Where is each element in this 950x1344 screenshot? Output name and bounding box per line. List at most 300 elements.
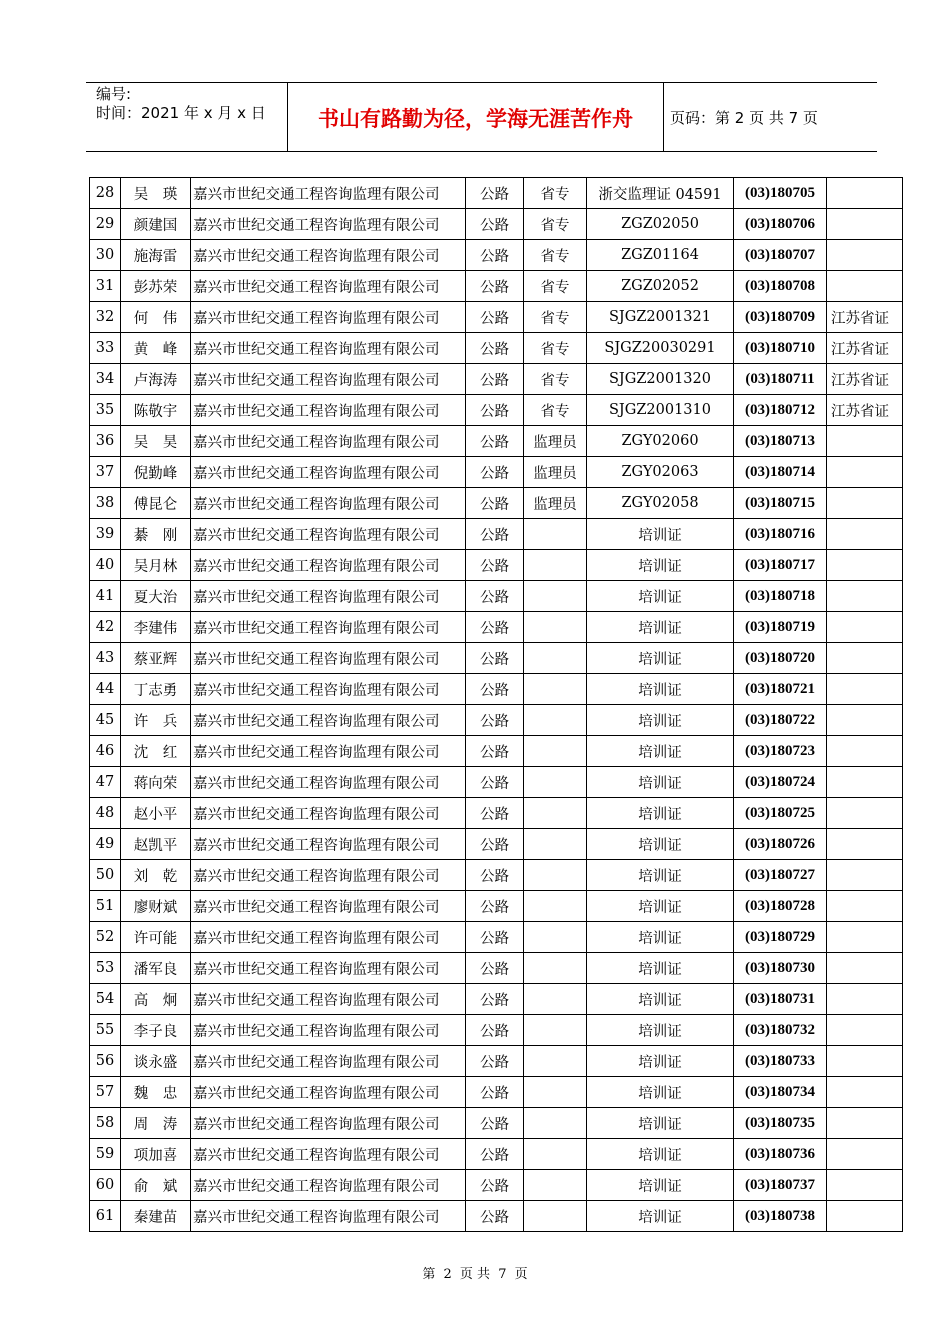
qualification-level-cell: 省专 <box>524 302 587 333</box>
qualification-level-cell <box>524 922 587 953</box>
company-name-cell: 嘉兴市世纪交通工程咨询监理有限公司 <box>191 922 466 953</box>
table-row <box>90 426 903 457</box>
registration-number-cell: (03)180710 <box>734 333 827 364</box>
certificate-number-cell: SJGZ2001320 <box>587 364 734 395</box>
note-cell <box>827 178 903 209</box>
row-number-cell: 42 <box>90 612 121 643</box>
field-type-cell: 公路 <box>466 891 524 922</box>
note-cell: 江苏省证 <box>827 302 903 333</box>
field-type-cell: 公路 <box>466 1201 524 1232</box>
note-cell <box>827 1077 903 1108</box>
qualification-level-cell <box>524 519 587 550</box>
table-row <box>90 953 903 984</box>
header-divider <box>663 83 664 151</box>
certificate-number-cell: 培训证 <box>587 829 734 860</box>
person-name-cell: 赵凯平 <box>121 829 191 860</box>
field-type-cell: 公路 <box>466 581 524 612</box>
qualification-level-cell <box>524 829 587 860</box>
field-type-cell: 公路 <box>466 488 524 519</box>
note-cell <box>827 984 903 1015</box>
company-name-cell: 嘉兴市世纪交通工程咨询监理有限公司 <box>191 209 466 240</box>
field-type-cell: 公路 <box>466 860 524 891</box>
table-row <box>90 395 903 426</box>
field-type-cell: 公路 <box>466 395 524 426</box>
person-name-cell: 沈 红 <box>121 736 191 767</box>
registration-number-cell: (03)180708 <box>734 271 827 302</box>
qualification-level-cell <box>524 550 587 581</box>
row-number-cell: 35 <box>90 395 121 426</box>
table-row <box>90 1015 903 1046</box>
personnel-table-body <box>90 178 903 1232</box>
row-number-cell: 40 <box>90 550 121 581</box>
note-cell <box>827 798 903 829</box>
registration-number-cell: (03)180706 <box>734 209 827 240</box>
field-type-cell: 公路 <box>466 705 524 736</box>
registration-number-cell: (03)180732 <box>734 1015 827 1046</box>
field-type-cell: 公路 <box>466 240 524 271</box>
field-type-cell: 公路 <box>466 550 524 581</box>
row-number-cell: 41 <box>90 581 121 612</box>
company-name-cell: 嘉兴市世纪交通工程咨询监理有限公司 <box>191 550 466 581</box>
row-number-cell: 49 <box>90 829 121 860</box>
certificate-number-cell: 培训证 <box>587 705 734 736</box>
company-name-cell: 嘉兴市世纪交通工程咨询监理有限公司 <box>191 643 466 674</box>
qualification-level-cell <box>524 1108 587 1139</box>
certificate-number-cell: 培训证 <box>587 674 734 705</box>
header-motto: 书山有路勤为径，学海无涯苦作舟 <box>318 107 633 131</box>
company-name-cell: 嘉兴市世纪交通工程咨询监理有限公司 <box>191 1108 466 1139</box>
field-type-cell: 公路 <box>466 922 524 953</box>
company-name-cell: 嘉兴市世纪交通工程咨询监理有限公司 <box>191 364 466 395</box>
registration-number-cell: (03)180727 <box>734 860 827 891</box>
person-name-cell: 潘军良 <box>121 953 191 984</box>
note-cell <box>827 271 903 302</box>
table-row <box>90 209 903 240</box>
table-row <box>90 829 903 860</box>
registration-number-cell: (03)180720 <box>734 643 827 674</box>
table-row <box>90 643 903 674</box>
company-name-cell: 嘉兴市世纪交通工程咨询监理有限公司 <box>191 953 466 984</box>
row-number-cell: 54 <box>90 984 121 1015</box>
row-number-cell: 48 <box>90 798 121 829</box>
note-cell <box>827 674 903 705</box>
field-type-cell: 公路 <box>466 178 524 209</box>
row-number-cell: 29 <box>90 209 121 240</box>
registration-number-cell: (03)180729 <box>734 922 827 953</box>
certificate-number-cell: 培训证 <box>587 767 734 798</box>
person-name-cell: 吴 瑛 <box>121 178 191 209</box>
company-name-cell: 嘉兴市世纪交通工程咨询监理有限公司 <box>191 767 466 798</box>
registration-number-cell: (03)180717 <box>734 550 827 581</box>
person-name-cell: 倪勤峰 <box>121 457 191 488</box>
table-row <box>90 1077 903 1108</box>
company-name-cell: 嘉兴市世纪交通工程咨询监理有限公司 <box>191 705 466 736</box>
company-name-cell: 嘉兴市世纪交通工程咨询监理有限公司 <box>191 457 466 488</box>
field-type-cell: 公路 <box>466 612 524 643</box>
company-name-cell: 嘉兴市世纪交通工程咨询监理有限公司 <box>191 1077 466 1108</box>
note-cell <box>827 519 903 550</box>
table-row <box>90 891 903 922</box>
certificate-number-cell: 培训证 <box>587 1077 734 1108</box>
field-type-cell: 公路 <box>466 767 524 798</box>
note-cell <box>827 1015 903 1046</box>
qualification-level-cell <box>524 674 587 705</box>
table-row <box>90 581 903 612</box>
note-cell: 江苏省证 <box>827 364 903 395</box>
note-cell <box>827 953 903 984</box>
person-name-cell: 蔡亚辉 <box>121 643 191 674</box>
table-row <box>90 240 903 271</box>
qualification-level-cell: 监理员 <box>524 488 587 519</box>
row-number-cell: 56 <box>90 1046 121 1077</box>
company-name-cell: 嘉兴市世纪交通工程咨询监理有限公司 <box>191 829 466 860</box>
note-cell <box>827 1046 903 1077</box>
row-number-cell: 61 <box>90 1201 121 1232</box>
table-row <box>90 550 903 581</box>
person-name-cell: 项加喜 <box>121 1139 191 1170</box>
note-cell <box>827 643 903 674</box>
person-name-cell: 夏大治 <box>121 581 191 612</box>
table-row <box>90 798 903 829</box>
field-type-cell: 公路 <box>466 1139 524 1170</box>
row-number-cell: 38 <box>90 488 121 519</box>
note-cell: 江苏省证 <box>827 333 903 364</box>
certificate-number-cell: 培训证 <box>587 891 734 922</box>
note-cell <box>827 1170 903 1201</box>
row-number-cell: 30 <box>90 240 121 271</box>
row-number-cell: 36 <box>90 426 121 457</box>
company-name-cell: 嘉兴市世纪交通工程咨询监理有限公司 <box>191 302 466 333</box>
table-row <box>90 271 903 302</box>
note-cell <box>827 550 903 581</box>
table-row <box>90 1046 903 1077</box>
person-name-cell: 吴月林 <box>121 550 191 581</box>
qualification-level-cell: 省专 <box>524 333 587 364</box>
field-type-cell: 公路 <box>466 209 524 240</box>
serial-label: 编号: <box>96 85 132 103</box>
qualification-level-cell: 省专 <box>524 395 587 426</box>
company-name-cell: 嘉兴市世纪交通工程咨询监理有限公司 <box>191 178 466 209</box>
row-number-cell: 37 <box>90 457 121 488</box>
field-type-cell: 公路 <box>466 333 524 364</box>
person-name-cell: 蒋向荣 <box>121 767 191 798</box>
field-type-cell: 公路 <box>466 953 524 984</box>
company-name-cell: 嘉兴市世纪交通工程咨询监理有限公司 <box>191 674 466 705</box>
qualification-level-cell: 省专 <box>524 364 587 395</box>
field-type-cell: 公路 <box>466 1108 524 1139</box>
company-name-cell: 嘉兴市世纪交通工程咨询监理有限公司 <box>191 798 466 829</box>
note-cell <box>827 488 903 519</box>
header-meta <box>96 85 266 123</box>
qualification-level-cell: 省专 <box>524 209 587 240</box>
registration-number-cell: (03)180707 <box>734 240 827 271</box>
certificate-number-cell: 培训证 <box>587 581 734 612</box>
person-name-cell: 秦建苗 <box>121 1201 191 1232</box>
certificate-number-cell: ZGZ02052 <box>587 271 734 302</box>
qualification-level-cell <box>524 860 587 891</box>
footer-total-pages: 7 <box>498 1267 507 1282</box>
field-type-cell: 公路 <box>466 1015 524 1046</box>
company-name-cell: 嘉兴市世纪交通工程咨询监理有限公司 <box>191 488 466 519</box>
table-row <box>90 457 903 488</box>
person-name-cell: 魏 忠 <box>121 1077 191 1108</box>
qualification-level-cell <box>524 705 587 736</box>
person-name-cell: 高 炯 <box>121 984 191 1015</box>
certificate-number-cell: 培训证 <box>587 1108 734 1139</box>
qualification-level-cell <box>524 1170 587 1201</box>
row-number-cell: 46 <box>90 736 121 767</box>
certificate-number-cell: ZGY02058 <box>587 488 734 519</box>
header-page-label: 页码：第 2 页 共 7 页 <box>670 109 818 127</box>
person-name-cell: 傅昆仑 <box>121 488 191 519</box>
company-name-cell: 嘉兴市世纪交通工程咨询监理有限公司 <box>191 426 466 457</box>
certificate-number-cell: ZGZ02050 <box>587 209 734 240</box>
field-type-cell: 公路 <box>466 457 524 488</box>
note-cell <box>827 209 903 240</box>
field-type-cell: 公路 <box>466 674 524 705</box>
table-row <box>90 705 903 736</box>
certificate-number-cell: 浙交监理证 04591 <box>587 178 734 209</box>
certificate-number-cell: 培训证 <box>587 519 734 550</box>
row-number-cell: 51 <box>90 891 121 922</box>
note-cell <box>827 860 903 891</box>
person-name-cell: 李子良 <box>121 1015 191 1046</box>
registration-number-cell: (03)180734 <box>734 1077 827 1108</box>
registration-number-cell: (03)180714 <box>734 457 827 488</box>
company-name-cell: 嘉兴市世纪交通工程咨询监理有限公司 <box>191 612 466 643</box>
company-name-cell: 嘉兴市世纪交通工程咨询监理有限公司 <box>191 581 466 612</box>
registration-number-cell: (03)180721 <box>734 674 827 705</box>
page-footer <box>0 1263 950 1282</box>
person-name-cell: 丁志勇 <box>121 674 191 705</box>
field-type-cell: 公路 <box>466 1170 524 1201</box>
registration-number-cell: (03)180728 <box>734 891 827 922</box>
company-name-cell: 嘉兴市世纪交通工程咨询监理有限公司 <box>191 1139 466 1170</box>
qualification-level-cell <box>524 1046 587 1077</box>
registration-number-cell: (03)180731 <box>734 984 827 1015</box>
footer-current-page: 2 <box>443 1267 452 1282</box>
company-name-cell: 嘉兴市世纪交通工程咨询监理有限公司 <box>191 519 466 550</box>
note-cell <box>827 457 903 488</box>
qualification-level-cell <box>524 984 587 1015</box>
table-row <box>90 333 903 364</box>
note-cell <box>827 426 903 457</box>
registration-number-cell: (03)180718 <box>734 581 827 612</box>
field-type-cell: 公路 <box>466 829 524 860</box>
registration-number-cell: (03)180724 <box>734 767 827 798</box>
row-number-cell: 53 <box>90 953 121 984</box>
field-type-cell: 公路 <box>466 302 524 333</box>
qualification-level-cell <box>524 643 587 674</box>
person-name-cell: 赵小平 <box>121 798 191 829</box>
table-row <box>90 860 903 891</box>
person-name-cell: 施海雷 <box>121 240 191 271</box>
company-name-cell: 嘉兴市世纪交通工程咨询监理有限公司 <box>191 891 466 922</box>
registration-number-cell: (03)180737 <box>734 1170 827 1201</box>
row-number-cell: 55 <box>90 1015 121 1046</box>
row-number-cell: 47 <box>90 767 121 798</box>
registration-number-cell: (03)180719 <box>734 612 827 643</box>
certificate-number-cell: ZGY02060 <box>587 426 734 457</box>
field-type-cell: 公路 <box>466 271 524 302</box>
person-name-cell: 俞 斌 <box>121 1170 191 1201</box>
field-type-cell: 公路 <box>466 519 524 550</box>
registration-number-cell: (03)180709 <box>734 302 827 333</box>
certificate-number-cell: 培训证 <box>587 953 734 984</box>
company-name-cell: 嘉兴市世纪交通工程咨询监理有限公司 <box>191 1201 466 1232</box>
row-number-cell: 31 <box>90 271 121 302</box>
registration-number-cell: (03)180711 <box>734 364 827 395</box>
table-row <box>90 1201 903 1232</box>
person-name-cell: 卢海涛 <box>121 364 191 395</box>
qualification-level-cell <box>524 736 587 767</box>
qualification-level-cell: 省专 <box>524 271 587 302</box>
person-name-cell: 谈永盛 <box>121 1046 191 1077</box>
certificate-number-cell: 培训证 <box>587 922 734 953</box>
note-cell <box>827 1139 903 1170</box>
footer-page-prefix: 第 <box>422 1267 436 1282</box>
table-row <box>90 1139 903 1170</box>
registration-number-cell: (03)180715 <box>734 488 827 519</box>
company-name-cell: 嘉兴市世纪交通工程咨询监理有限公司 <box>191 333 466 364</box>
field-type-cell: 公路 <box>466 798 524 829</box>
company-name-cell: 嘉兴市世纪交通工程咨询监理有限公司 <box>191 271 466 302</box>
company-name-cell: 嘉兴市世纪交通工程咨询监理有限公司 <box>191 736 466 767</box>
table-row <box>90 364 903 395</box>
certificate-number-cell: SJGZ20030291 <box>587 333 734 364</box>
note-cell <box>827 767 903 798</box>
row-number-cell: 60 <box>90 1170 121 1201</box>
time-label: 时间：2021 年 x 月 x 日 <box>96 104 266 122</box>
qualification-level-cell: 省专 <box>524 240 587 271</box>
table-row <box>90 612 903 643</box>
company-name-cell: 嘉兴市世纪交通工程咨询监理有限公司 <box>191 1170 466 1201</box>
table-row <box>90 1170 903 1201</box>
company-name-cell: 嘉兴市世纪交通工程咨询监理有限公司 <box>191 1015 466 1046</box>
person-name-cell: 许可能 <box>121 922 191 953</box>
registration-number-cell: (03)180722 <box>734 705 827 736</box>
table-row <box>90 767 903 798</box>
qualification-level-cell <box>524 581 587 612</box>
note-cell <box>827 1108 903 1139</box>
qualification-level-cell: 监理员 <box>524 426 587 457</box>
registration-number-cell: (03)180736 <box>734 1139 827 1170</box>
company-name-cell: 嘉兴市世纪交通工程咨询监理有限公司 <box>191 395 466 426</box>
certificate-number-cell: ZGZ01164 <box>587 240 734 271</box>
row-number-cell: 33 <box>90 333 121 364</box>
note-cell: 江苏省证 <box>827 395 903 426</box>
certificate-number-cell: 培训证 <box>587 860 734 891</box>
qualification-level-cell <box>524 1201 587 1232</box>
table-row <box>90 488 903 519</box>
registration-number-cell: (03)180725 <box>734 798 827 829</box>
qualification-level-cell <box>524 612 587 643</box>
certificate-number-cell: 培训证 <box>587 1170 734 1201</box>
person-name-cell: 吴 昊 <box>121 426 191 457</box>
table-row <box>90 674 903 705</box>
footer-page-mid: 页 共 <box>459 1267 491 1282</box>
qualification-level-cell <box>524 891 587 922</box>
certificate-number-cell: ZGY02063 <box>587 457 734 488</box>
table-row <box>90 302 903 333</box>
page-header <box>86 82 877 152</box>
note-cell <box>827 612 903 643</box>
certificate-number-cell: 培训证 <box>587 643 734 674</box>
qualification-level-cell: 监理员 <box>524 457 587 488</box>
row-number-cell: 45 <box>90 705 121 736</box>
table-row <box>90 922 903 953</box>
certificate-number-cell: SJGZ2001310 <box>587 395 734 426</box>
qualification-level-cell <box>524 1077 587 1108</box>
field-type-cell: 公路 <box>466 643 524 674</box>
person-name-cell: 颜建国 <box>121 209 191 240</box>
table-row <box>90 519 903 550</box>
row-number-cell: 59 <box>90 1139 121 1170</box>
registration-number-cell: (03)180726 <box>734 829 827 860</box>
qualification-level-cell <box>524 798 587 829</box>
person-name-cell: 李建伟 <box>121 612 191 643</box>
person-name-cell: 綦 刚 <box>121 519 191 550</box>
company-name-cell: 嘉兴市世纪交通工程咨询监理有限公司 <box>191 984 466 1015</box>
qualification-level-cell <box>524 1015 587 1046</box>
certificate-number-cell: 培训证 <box>587 1201 734 1232</box>
registration-number-cell: (03)180705 <box>734 178 827 209</box>
certificate-number-cell: 培训证 <box>587 1015 734 1046</box>
qualification-level-cell: 省专 <box>524 178 587 209</box>
note-cell <box>827 581 903 612</box>
person-name-cell: 陈敬宇 <box>121 395 191 426</box>
note-cell <box>827 1201 903 1232</box>
person-name-cell: 何 伟 <box>121 302 191 333</box>
row-number-cell: 58 <box>90 1108 121 1139</box>
row-number-cell: 44 <box>90 674 121 705</box>
table-row <box>90 178 903 209</box>
certificate-number-cell: 培训证 <box>587 612 734 643</box>
row-number-cell: 43 <box>90 643 121 674</box>
row-number-cell: 39 <box>90 519 121 550</box>
field-type-cell: 公路 <box>466 1046 524 1077</box>
registration-number-cell: (03)180723 <box>734 736 827 767</box>
row-number-cell: 32 <box>90 302 121 333</box>
company-name-cell: 嘉兴市世纪交通工程咨询监理有限公司 <box>191 860 466 891</box>
note-cell <box>827 891 903 922</box>
field-type-cell: 公路 <box>466 984 524 1015</box>
field-type-cell: 公路 <box>466 364 524 395</box>
table-row <box>90 736 903 767</box>
person-name-cell: 周 涛 <box>121 1108 191 1139</box>
certificate-number-cell: 培训证 <box>587 1139 734 1170</box>
note-cell <box>827 829 903 860</box>
registration-number-cell: (03)180738 <box>734 1201 827 1232</box>
registration-number-cell: (03)180712 <box>734 395 827 426</box>
qualification-level-cell <box>524 1139 587 1170</box>
table-row <box>90 1108 903 1139</box>
person-name-cell: 廖财斌 <box>121 891 191 922</box>
qualification-level-cell <box>524 953 587 984</box>
note-cell <box>827 922 903 953</box>
company-name-cell: 嘉兴市世纪交通工程咨询监理有限公司 <box>191 1046 466 1077</box>
registration-number-cell: (03)180735 <box>734 1108 827 1139</box>
registration-number-cell: (03)180733 <box>734 1046 827 1077</box>
note-cell <box>827 705 903 736</box>
row-number-cell: 52 <box>90 922 121 953</box>
person-name-cell: 彭苏荣 <box>121 271 191 302</box>
row-number-cell: 28 <box>90 178 121 209</box>
person-name-cell: 刘 乾 <box>121 860 191 891</box>
field-type-cell: 公路 <box>466 736 524 767</box>
row-number-cell: 50 <box>90 860 121 891</box>
certificate-number-cell: 培训证 <box>587 550 734 581</box>
